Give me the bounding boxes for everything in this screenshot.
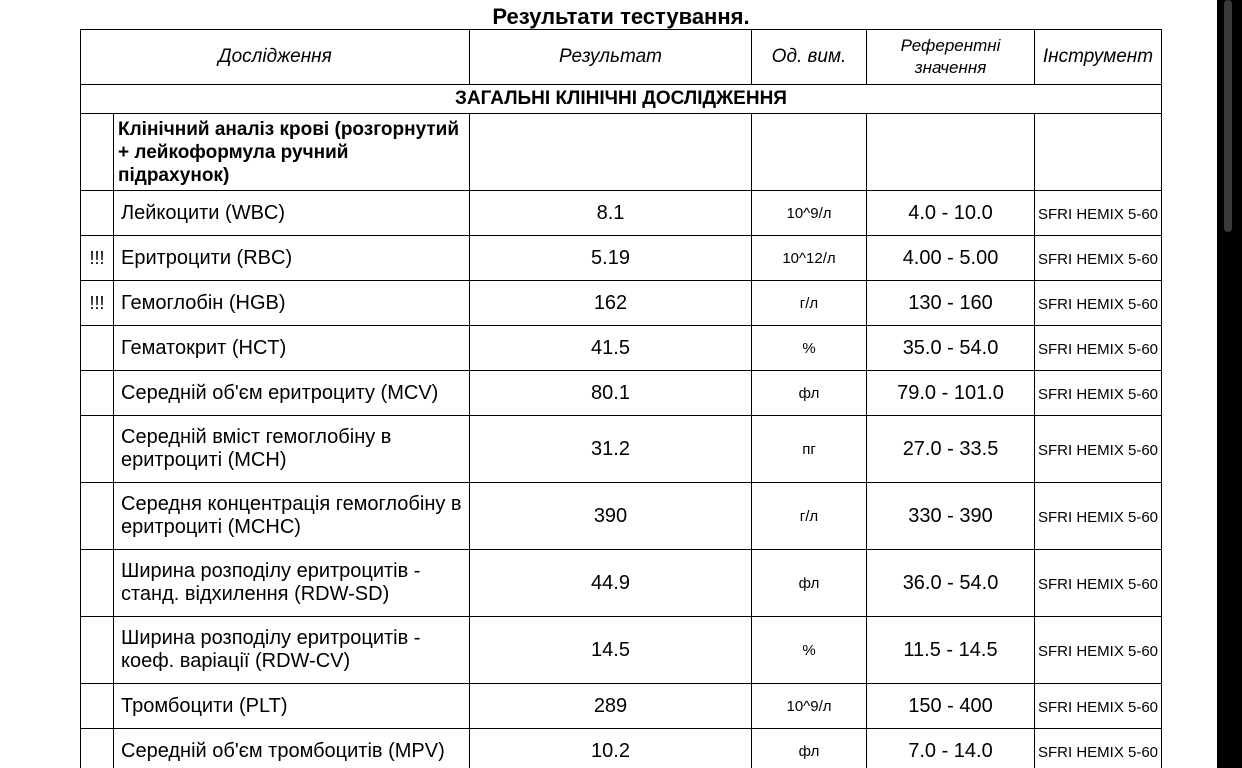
empty-cell	[752, 114, 867, 191]
instrument-name: SFRI HEMIX 5-60	[1035, 729, 1162, 768]
table-row	[81, 371, 1162, 416]
flag-cell	[81, 684, 114, 729]
result-value: 8.1	[470, 191, 752, 236]
test-name: Тромбоцити (PLT)	[114, 684, 470, 729]
header-reference: Референтні значення	[867, 30, 1035, 85]
result-value: 162	[470, 281, 752, 326]
unit-value: пг	[752, 416, 867, 483]
table-row	[81, 617, 1162, 684]
test-name: Гематокрит (HCT)	[114, 326, 470, 371]
header-unit: Од. вим.	[752, 30, 867, 85]
flag-cell	[81, 483, 114, 550]
test-name: Середній об'єм тромбоцитів (MPV)	[114, 729, 470, 768]
table-row	[81, 550, 1162, 617]
test-name: Середня концентрація гемоглобіну в еритроциті (MCHC)	[114, 483, 470, 550]
results-table	[80, 29, 1162, 768]
table-row	[81, 729, 1162, 768]
empty-cell	[470, 114, 752, 191]
instrument-name: SFRI HEMIX 5-60	[1035, 281, 1162, 326]
reference-range: 150 - 400	[867, 684, 1035, 729]
section-title: ЗАГАЛЬНІ КЛІНІЧНІ ДОСЛІДЖЕННЯ	[81, 85, 1162, 114]
test-name: Середній об'єм еритроциту (MCV)	[114, 371, 470, 416]
result-value: 289	[470, 684, 752, 729]
table-row	[81, 236, 1162, 281]
unit-value: 10^12/л	[752, 236, 867, 281]
table-row	[81, 326, 1162, 371]
test-name: Ширина розподілу еритроцитів - коеф. варіації (RDW-CV)	[114, 617, 470, 684]
unit-value: 10^9/л	[752, 191, 867, 236]
reference-range: 4.0 - 10.0	[867, 191, 1035, 236]
result-value: 5.19	[470, 236, 752, 281]
group-flag-cell	[81, 114, 114, 191]
flag-cell	[81, 729, 114, 768]
page-title: Результати тестування.	[492, 4, 750, 29]
empty-cell	[867, 114, 1035, 191]
result-value: 31.2	[470, 416, 752, 483]
table-row	[81, 281, 1162, 326]
reference-range: 36.0 - 54.0	[867, 550, 1035, 617]
scrollbar-thumb[interactable]	[1224, 0, 1232, 232]
result-value: 390	[470, 483, 752, 550]
flag-cell: !!!	[81, 236, 114, 281]
test-name: Ширина розподілу еритроцитів - станд. відхилення (RDW-SD)	[114, 550, 470, 617]
test-name: Середній вміст гемоглобіну в еритроциті (MCH)	[114, 416, 470, 483]
empty-cell	[1035, 114, 1162, 191]
flag-cell	[81, 617, 114, 684]
result-value: 44.9	[470, 550, 752, 617]
flag-cell	[81, 416, 114, 483]
unit-value: г/л	[752, 483, 867, 550]
group-row	[81, 114, 1162, 191]
reference-range: 35.0 - 54.0	[867, 326, 1035, 371]
flag-cell	[81, 371, 114, 416]
test-name: Еритроцити (RBC)	[114, 236, 470, 281]
table-row	[81, 191, 1162, 236]
unit-value: фл	[752, 729, 867, 768]
result-value: 14.5	[470, 617, 752, 684]
instrument-name: SFRI HEMIX 5-60	[1035, 371, 1162, 416]
section-row	[81, 85, 1162, 114]
result-value: 10.2	[470, 729, 752, 768]
flag-cell	[81, 191, 114, 236]
table-row	[81, 416, 1162, 483]
result-value: 41.5	[470, 326, 752, 371]
header-instrument: Інструмент	[1035, 30, 1162, 85]
group-name: Клінічний аналіз крові (розгорнутий + лейкоформула ручний підрахунок)	[114, 114, 470, 191]
table-row	[81, 684, 1162, 729]
reference-range: 130 - 160	[867, 281, 1035, 326]
header-row	[81, 30, 1162, 85]
instrument-name: SFRI HEMIX 5-60	[1035, 191, 1162, 236]
table-row	[81, 483, 1162, 550]
unit-value: фл	[752, 550, 867, 617]
instrument-name: SFRI HEMIX 5-60	[1035, 550, 1162, 617]
unit-value: г/л	[752, 281, 867, 326]
instrument-name: SFRI HEMIX 5-60	[1035, 416, 1162, 483]
result-value: 80.1	[470, 371, 752, 416]
instrument-name: SFRI HEMIX 5-60	[1035, 684, 1162, 729]
header-result: Результат	[470, 30, 752, 85]
unit-value: 10^9/л	[752, 684, 867, 729]
unit-value: %	[752, 326, 867, 371]
reference-range: 11.5 - 14.5	[867, 617, 1035, 684]
instrument-name: SFRI HEMIX 5-60	[1035, 326, 1162, 371]
test-name: Лейкоцити (WBC)	[114, 191, 470, 236]
test-name: Гемоглобін (HGB)	[114, 281, 470, 326]
unit-value: %	[752, 617, 867, 684]
flag-cell	[81, 550, 114, 617]
reference-range: 27.0 - 33.5	[867, 416, 1035, 483]
reference-range: 79.0 - 101.0	[867, 371, 1035, 416]
flag-cell: !!!	[81, 281, 114, 326]
flag-cell	[81, 326, 114, 371]
reference-range: 7.0 - 14.0	[867, 729, 1035, 768]
instrument-name: SFRI HEMIX 5-60	[1035, 617, 1162, 684]
instrument-name: SFRI HEMIX 5-60	[1035, 483, 1162, 550]
reference-range: 330 - 390	[867, 483, 1035, 550]
reference-range: 4.00 - 5.00	[867, 236, 1035, 281]
instrument-name: SFRI HEMIX 5-60	[1035, 236, 1162, 281]
unit-value: фл	[752, 371, 867, 416]
header-study: Дослідження	[81, 30, 470, 85]
